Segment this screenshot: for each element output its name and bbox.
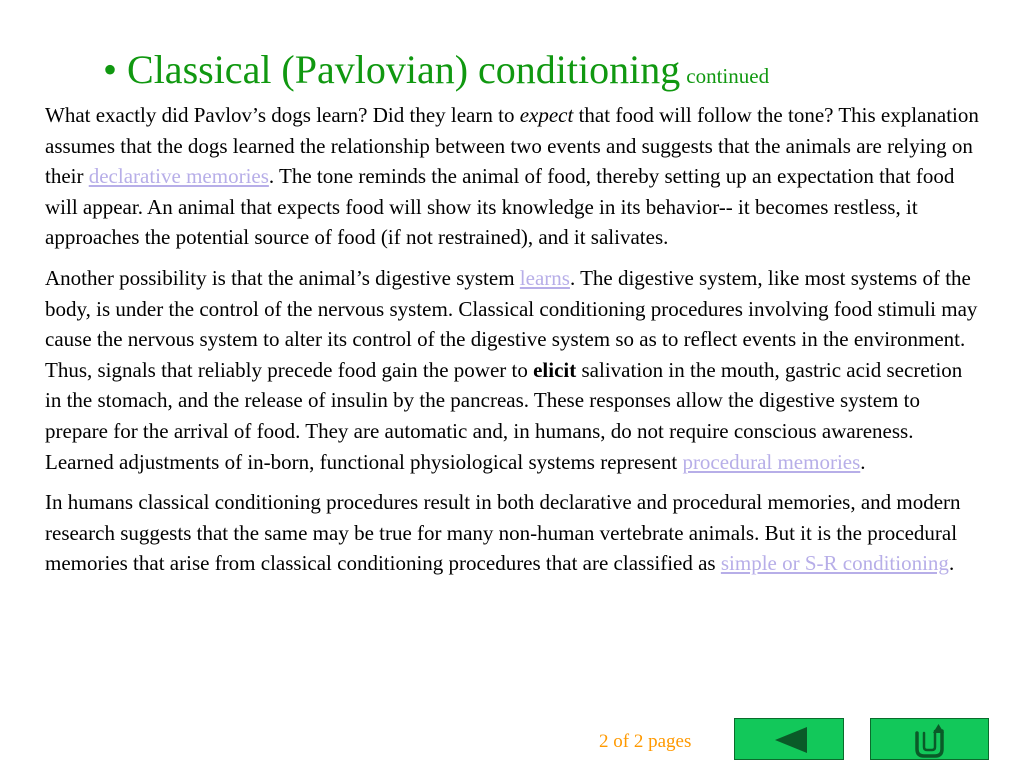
paragraph-3: [45, 487, 980, 579]
triangle-left-icon: [735, 719, 845, 761]
paragraph-1: [45, 100, 980, 253]
p1-emphasis-expect: expect: [519, 103, 574, 127]
page-indicator: 2 of 2 pages: [599, 731, 692, 752]
procedural-memories-link[interactable]: procedural memories: [682, 449, 861, 474]
back-button[interactable]: [734, 718, 844, 760]
declarative-memories-link[interactable]: declarative memories: [88, 164, 269, 189]
p3-text-1: In humans classical conditioning procedures result in both declarative and procedural memories, and modern research suggests that the same may be true for many non-human vertebrate animals. But it is the procedural memories that arise from classical conditioning procedures that are classified as: [45, 490, 961, 576]
title-continued: continued: [686, 64, 770, 88]
p1-text-3: . The tone reminds the animal of food, thereby setting up an expectation that food will appear. An animal that expects food will show its knowledge in its behavior-- it becomes restless, it approaches the potential source of food (if not restrained), and it salivates.: [45, 164, 955, 250]
title-bullet: •: [103, 47, 118, 92]
p2-text-1: Another possibility is that the animal’s digestive system: [45, 265, 520, 290]
p2-bold-elicit: elicit: [533, 357, 577, 382]
learns-link[interactable]: learns: [519, 265, 570, 290]
page-title: [103, 44, 769, 102]
title-main: Classical (Pavlovian) conditioning: [127, 47, 681, 92]
paragraph-2: [45, 263, 980, 477]
p2-text-3: salivation in the mouth, gastric acid secretion in the stomach, and the release of insulin by the pancreas. These responses allow the digestive system to prepare for the arrival of food. They are automatic and, in humans, do not require conscious awareness. Learned adjustments of in-born, functional physiological systems represent: [45, 357, 963, 474]
u-turn-arrow-icon: [871, 719, 990, 761]
p1-text-2: that food will follow the tone? This explanation assumes that the dogs learned the relationship between two events and suggests that the animals are relying on their: [45, 103, 979, 189]
p2-text-2: . The digestive system, like most systems of the body, is under the control of the nervous system. Classical conditioning procedures involving food stimuli may cause the nervous system to alter its control of the digestive system so as to reflect events in the environment. Thus, signals that reliably precede food gain the power to: [45, 265, 978, 382]
return-button[interactable]: [870, 718, 989, 760]
body-text: [45, 100, 980, 589]
p3-text-2: .: [948, 551, 955, 576]
p2-text-4: .: [860, 449, 866, 474]
p1-text-1: What exactly did Pavlov’s dogs learn? Did they learn to: [45, 103, 520, 127]
simple-sr-conditioning-link[interactable]: simple or S-R conditioning: [720, 551, 949, 576]
